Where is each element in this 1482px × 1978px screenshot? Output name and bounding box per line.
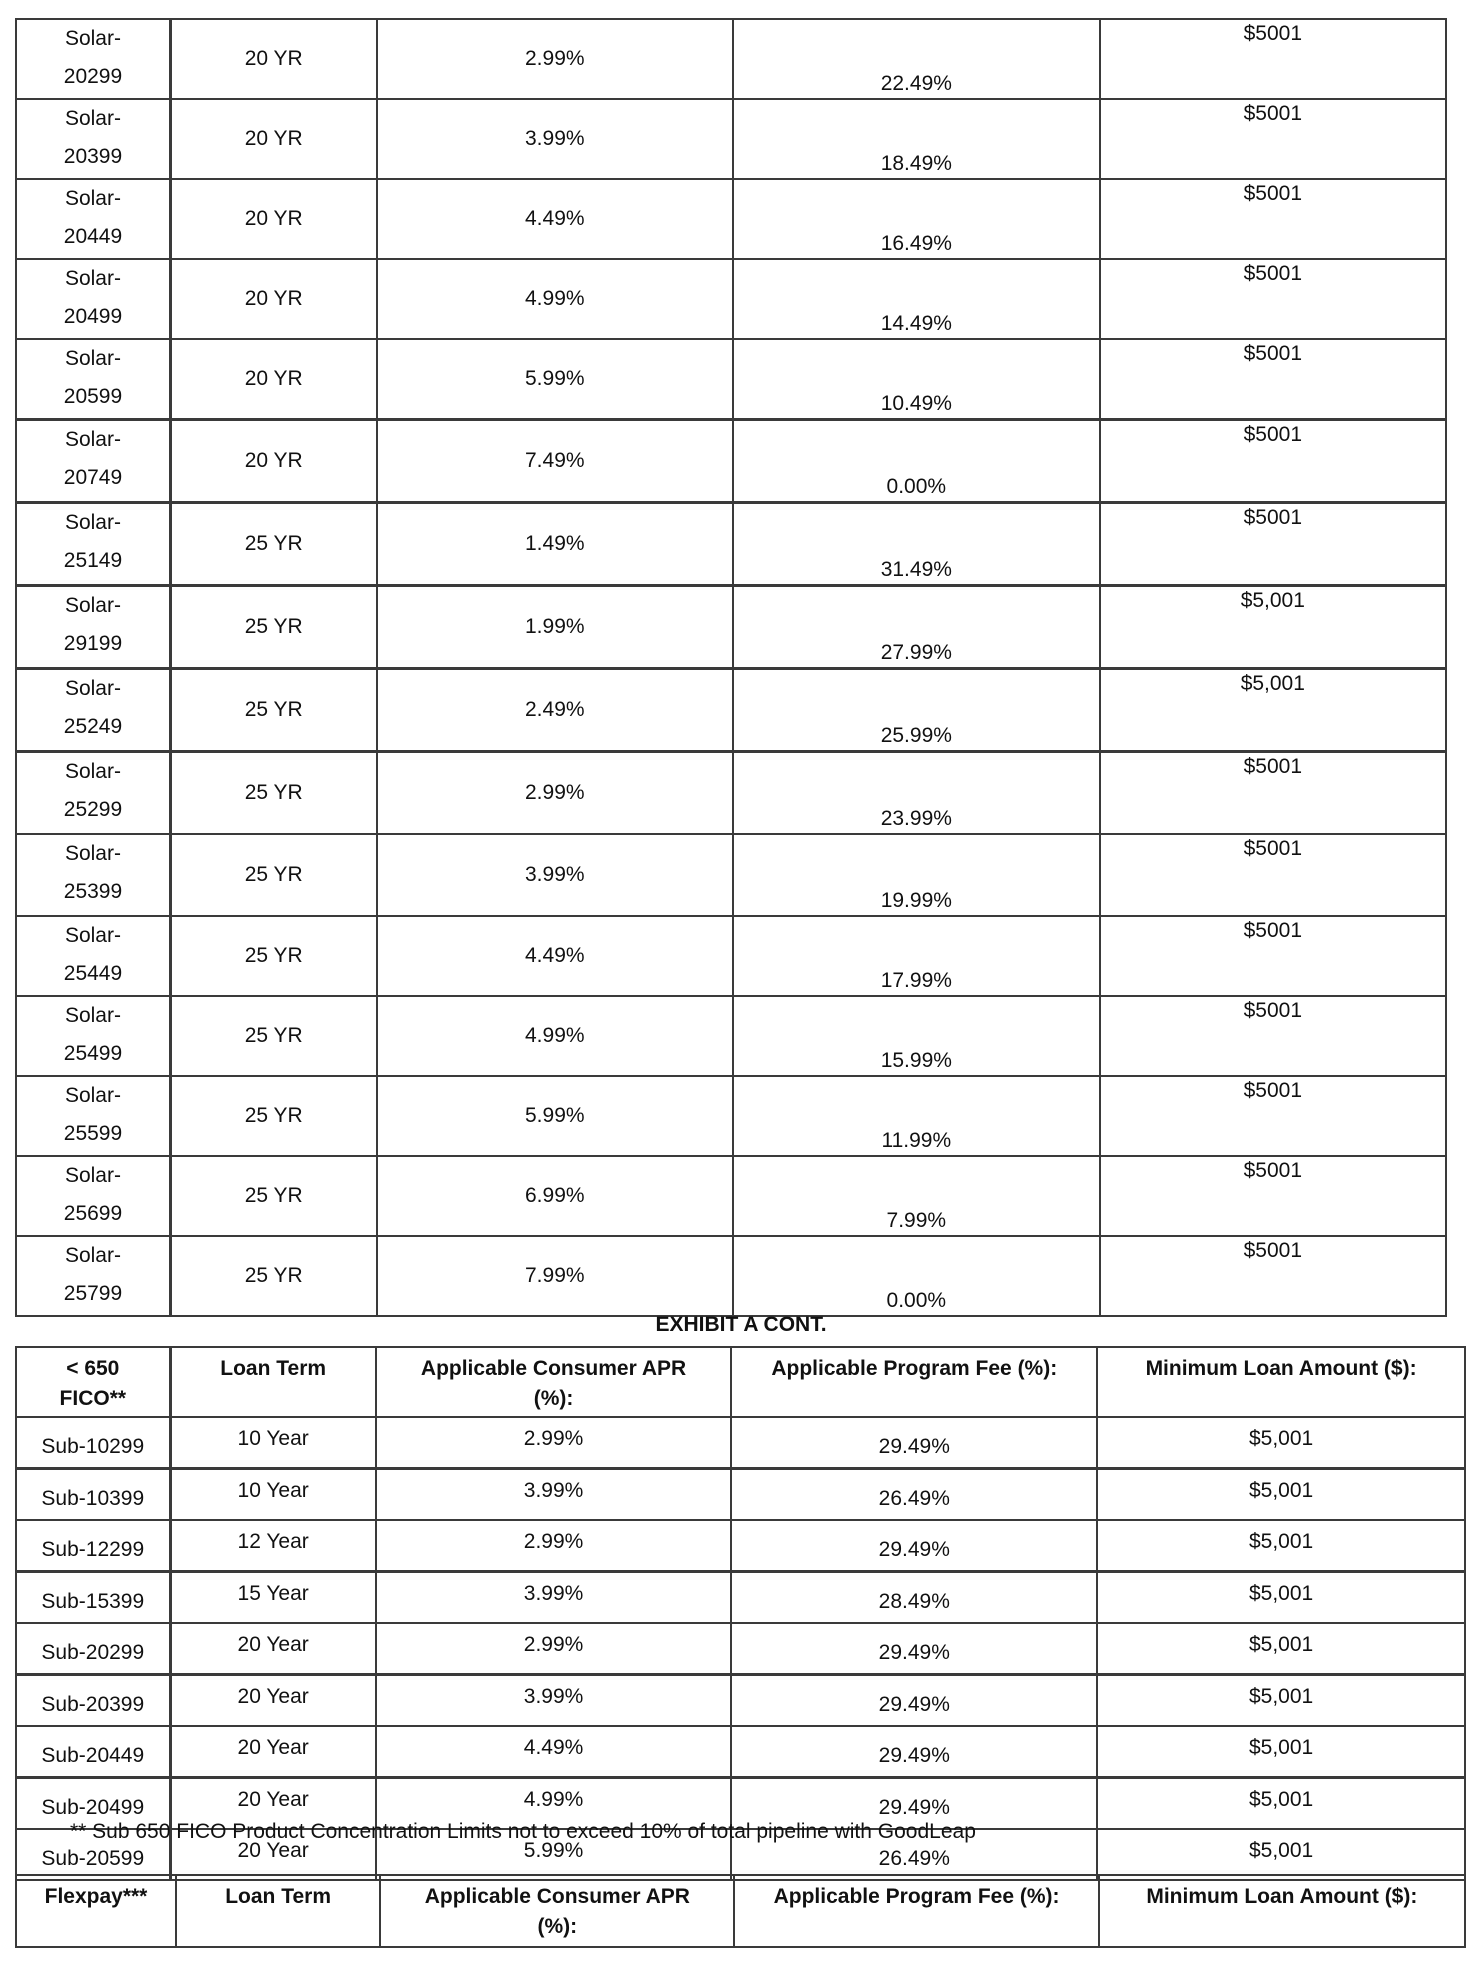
table-row	[16, 19, 1446, 99]
table-row	[16, 916, 1446, 996]
table-row	[16, 1156, 1446, 1236]
cell-min-loan-amount: $5001	[1100, 1156, 1446, 1236]
flexpay-header-apr-line2: (%):	[537, 1915, 578, 1938]
cell-product	[16, 179, 170, 259]
cell-loan-term: 25 YR	[170, 503, 376, 586]
cell-apr: 5.99%	[376, 1829, 732, 1880]
product-code: 25699	[63, 1202, 123, 1225]
product-prefix: Solar-	[64, 594, 121, 617]
cell-loan-term: 25 YR	[170, 1236, 376, 1316]
cell-program-fee: 25.99%	[733, 669, 1100, 752]
cell-product	[16, 752, 170, 835]
cell-apr: 3.99%	[377, 834, 733, 916]
cell-min-loan-amount: $5,001	[1097, 1778, 1465, 1830]
cell-apr: 4.99%	[377, 259, 733, 339]
cell-loan-term: 15 Year	[170, 1572, 376, 1624]
header-apr-line1: Applicable Consumer APR	[420, 1357, 687, 1380]
cell-min-loan-amount: $5,001	[1097, 1829, 1465, 1880]
cell-apr: 3.99%	[376, 1469, 732, 1521]
header-product	[16, 1347, 170, 1417]
cell-apr: 4.49%	[376, 1726, 732, 1778]
sub650-fico-table-body	[16, 1417, 1465, 1880]
cell-apr: 2.99%	[376, 1623, 732, 1675]
cell-product: Sub-20599	[16, 1829, 170, 1880]
cell-program-fee: 29.49%	[731, 1417, 1097, 1469]
cell-min-loan-amount: $5001	[1100, 1236, 1446, 1316]
table-row	[16, 1675, 1465, 1727]
cell-program-fee: 0.00%	[733, 420, 1100, 503]
header-product-line1: < 650	[66, 1357, 120, 1380]
cell-program-fee: 27.99%	[733, 586, 1100, 669]
cell-min-loan-amount: $5001	[1100, 259, 1446, 339]
cell-product: Sub-20449	[16, 1726, 170, 1778]
cell-apr: 2.49%	[377, 669, 733, 752]
cell-min-loan-amount: $5,001	[1097, 1520, 1465, 1572]
cell-min-loan-amount: $5001	[1100, 99, 1446, 179]
flexpay-header-min-loan-amount: Minimum Loan Amount ($):	[1099, 1875, 1465, 1947]
table-row	[16, 996, 1446, 1076]
cell-product	[16, 1156, 170, 1236]
cell-loan-term: 20 YR	[170, 339, 376, 420]
cell-min-loan-amount: $5001	[1100, 1076, 1446, 1156]
cell-loan-term: 20 Year	[170, 1675, 376, 1727]
product-prefix: Solar-	[64, 511, 121, 534]
cell-product	[16, 1076, 170, 1156]
product-prefix: Solar-	[64, 428, 121, 451]
cell-product	[16, 669, 170, 752]
cell-product	[16, 503, 170, 586]
flexpay-header-program-fee: Applicable Program Fee (%):	[734, 1875, 1098, 1947]
cell-min-loan-amount: $5,001	[1097, 1675, 1465, 1727]
exhibit-title: EXHIBIT A CONT.	[655, 1313, 827, 1336]
solar-loan-table-body	[16, 19, 1446, 1316]
cell-apr: 2.99%	[376, 1417, 732, 1469]
product-code: 20749	[63, 466, 123, 489]
cell-apr: 3.99%	[376, 1572, 732, 1624]
cell-apr: 3.99%	[376, 1675, 732, 1727]
header-product-line2: FICO**	[59, 1387, 127, 1410]
table-row	[16, 1623, 1465, 1675]
cell-min-loan-amount: $5001	[1100, 916, 1446, 996]
header-min-loan-amount: Minimum Loan Amount ($):	[1097, 1347, 1465, 1417]
cell-apr: 5.99%	[377, 1076, 733, 1156]
flexpay-header-apr-line1: Applicable Consumer APR	[424, 1885, 690, 1908]
cell-apr: 7.99%	[377, 1236, 733, 1316]
product-code: 20299	[63, 65, 123, 88]
product-prefix: Solar-	[64, 760, 121, 783]
cell-loan-term: 10 Year	[170, 1417, 376, 1469]
cell-min-loan-amount: $5001	[1100, 752, 1446, 835]
table-row	[16, 1726, 1465, 1778]
cell-program-fee: 16.49%	[733, 179, 1100, 259]
cell-program-fee: 11.99%	[733, 1076, 1100, 1156]
product-code: 25249	[63, 715, 123, 738]
cell-min-loan-amount: $5001	[1100, 420, 1446, 503]
cell-product	[16, 996, 170, 1076]
cell-program-fee: 28.49%	[731, 1572, 1097, 1624]
product-prefix: Solar-	[64, 187, 121, 210]
cell-loan-term: 20 YR	[170, 420, 376, 503]
cell-product: Sub-15399	[16, 1572, 170, 1624]
table-row	[16, 669, 1446, 752]
cell-program-fee: 0.00%	[733, 1236, 1100, 1316]
cell-loan-term: 25 YR	[170, 834, 376, 916]
cell-apr: 4.49%	[377, 179, 733, 259]
product-code: 20399	[63, 145, 123, 168]
table-row	[16, 752, 1446, 835]
cell-min-loan-amount: $5,001	[1100, 669, 1446, 752]
table-row	[16, 179, 1446, 259]
cell-product	[16, 916, 170, 996]
table-row	[16, 586, 1446, 669]
table-row	[16, 1469, 1465, 1521]
product-prefix: Solar-	[64, 107, 121, 130]
cell-min-loan-amount: $5001	[1100, 503, 1446, 586]
table-row	[16, 834, 1446, 916]
cell-loan-term: 20 YR	[170, 99, 376, 179]
product-prefix: Solar-	[64, 1244, 121, 1267]
table-row	[16, 1417, 1465, 1469]
cell-apr: 4.99%	[377, 996, 733, 1076]
product-code: 25399	[63, 880, 123, 903]
product-prefix: Solar-	[64, 267, 121, 290]
cell-program-fee: 29.49%	[731, 1778, 1097, 1830]
cell-apr: 1.99%	[377, 586, 733, 669]
cell-program-fee: 29.49%	[731, 1623, 1097, 1675]
cell-min-loan-amount: $5001	[1100, 179, 1446, 259]
cell-program-fee: 29.49%	[731, 1675, 1097, 1727]
product-code: 25799	[63, 1282, 123, 1305]
cell-loan-term: 25 YR	[170, 996, 376, 1076]
cell-apr: 2.99%	[376, 1520, 732, 1572]
sub650-fico-table	[15, 1346, 1466, 1881]
cell-loan-term: 20 Year	[170, 1829, 376, 1880]
product-code: 25449	[63, 962, 123, 985]
header-program-fee: Applicable Program Fee (%):	[731, 1347, 1097, 1417]
cell-loan-term: 20 Year	[170, 1623, 376, 1675]
cell-loan-term: 25 YR	[170, 916, 376, 996]
cell-program-fee: 26.49%	[731, 1469, 1097, 1521]
product-code: 25599	[63, 1122, 123, 1145]
header-apr-line2: (%):	[533, 1387, 574, 1410]
cell-min-loan-amount: $5001	[1100, 834, 1446, 916]
cell-min-loan-amount: $5,001	[1100, 586, 1446, 669]
cell-apr: 3.99%	[377, 99, 733, 179]
cell-program-fee: 19.99%	[733, 834, 1100, 916]
cell-product	[16, 259, 170, 339]
footnote: ** Sub 650 FICO Product Concentration Limits not to exceed 10% of total pipeline with GoodLeap	[70, 1820, 976, 1843]
table-row	[16, 1076, 1446, 1156]
sub650-header-row	[16, 1347, 1465, 1417]
solar-loan-table	[15, 18, 1447, 1317]
product-prefix: Solar-	[64, 27, 121, 50]
table-row	[16, 259, 1446, 339]
cell-min-loan-amount: $5,001	[1097, 1726, 1465, 1778]
table-row	[16, 99, 1446, 179]
cell-program-fee: 26.49%	[731, 1829, 1097, 1880]
cell-program-fee: 31.49%	[733, 503, 1100, 586]
table-row	[16, 1520, 1465, 1572]
cell-program-fee: 23.99%	[733, 752, 1100, 835]
cell-loan-term: 25 YR	[170, 752, 376, 835]
cell-product	[16, 1236, 170, 1316]
cell-product	[16, 19, 170, 99]
header-apr	[376, 1347, 732, 1417]
cell-loan-term: 12 Year	[170, 1520, 376, 1572]
table-row	[16, 420, 1446, 503]
cell-apr: 2.99%	[377, 752, 733, 835]
flexpay-header-apr	[380, 1875, 734, 1947]
cell-loan-term: 20 YR	[170, 179, 376, 259]
cell-product	[16, 99, 170, 179]
cell-loan-term: 25 YR	[170, 1076, 376, 1156]
cell-apr: 6.99%	[377, 1156, 733, 1236]
cell-program-fee: 7.99%	[733, 1156, 1100, 1236]
cell-program-fee: 17.99%	[733, 916, 1100, 996]
product-code: 20449	[63, 225, 123, 248]
cell-loan-term: 20 Year	[170, 1726, 376, 1778]
cell-apr: 4.99%	[376, 1778, 732, 1830]
product-code: 25299	[63, 798, 123, 821]
product-prefix: Solar-	[64, 1084, 121, 1107]
cell-loan-term: 25 YR	[170, 586, 376, 669]
table-row	[16, 1572, 1465, 1624]
cell-loan-term: 20 YR	[170, 19, 376, 99]
cell-loan-term: 20 Year	[170, 1778, 376, 1830]
cell-apr: 4.49%	[377, 916, 733, 996]
cell-apr: 7.49%	[377, 420, 733, 503]
cell-apr: 2.99%	[377, 19, 733, 99]
product-code: 25149	[63, 549, 123, 572]
cell-product	[16, 339, 170, 420]
cell-product: Sub-10399	[16, 1469, 170, 1521]
cell-loan-term: 10 Year	[170, 1469, 376, 1521]
cell-min-loan-amount: $5001	[1100, 996, 1446, 1076]
flexpay-header-row	[16, 1875, 1465, 1947]
cell-product: Sub-20499	[16, 1778, 170, 1830]
cell-product	[16, 586, 170, 669]
cell-loan-term: 20 YR	[170, 259, 376, 339]
cell-apr: 5.99%	[377, 339, 733, 420]
cell-min-loan-amount: $5,001	[1097, 1623, 1465, 1675]
cell-product	[16, 834, 170, 916]
cell-product: Sub-20299	[16, 1623, 170, 1675]
cell-loan-term: 25 YR	[170, 1156, 376, 1236]
product-code: 29199	[63, 632, 123, 655]
product-prefix: Solar-	[64, 842, 121, 865]
cell-program-fee: 29.49%	[731, 1520, 1097, 1572]
flexpay-table	[15, 1874, 1466, 1948]
cell-min-loan-amount: $5,001	[1097, 1572, 1465, 1624]
cell-program-fee: 18.49%	[733, 99, 1100, 179]
product-code: 20499	[63, 305, 123, 328]
product-prefix: Solar-	[64, 677, 121, 700]
cell-program-fee: 14.49%	[733, 259, 1100, 339]
table-row	[16, 339, 1446, 420]
flexpay-header-product: Flexpay***	[16, 1875, 176, 1947]
cell-min-loan-amount: $5,001	[1097, 1417, 1465, 1469]
table-row	[16, 503, 1446, 586]
cell-product	[16, 420, 170, 503]
product-code: 20599	[63, 385, 123, 408]
table-row	[16, 1236, 1446, 1316]
product-prefix: Solar-	[64, 1164, 121, 1187]
cell-min-loan-amount: $5,001	[1097, 1469, 1465, 1521]
product-prefix: Solar-	[64, 347, 121, 370]
product-code: 25499	[63, 1042, 123, 1065]
cell-product: Sub-20399	[16, 1675, 170, 1727]
cell-apr: 1.49%	[377, 503, 733, 586]
cell-program-fee: 29.49%	[731, 1726, 1097, 1778]
header-loan-term: Loan Term	[170, 1347, 376, 1417]
cell-loan-term: 25 YR	[170, 669, 376, 752]
cell-product: Sub-10299	[16, 1417, 170, 1469]
cell-program-fee: 10.49%	[733, 339, 1100, 420]
cell-min-loan-amount: $5001	[1100, 19, 1446, 99]
cell-product: Sub-12299	[16, 1520, 170, 1572]
product-prefix: Solar-	[64, 1004, 121, 1027]
cell-min-loan-amount: $5001	[1100, 339, 1446, 420]
cell-program-fee: 15.99%	[733, 996, 1100, 1076]
cell-program-fee: 22.49%	[733, 19, 1100, 99]
flexpay-header-loan-term: Loan Term	[176, 1875, 380, 1947]
product-prefix: Solar-	[64, 924, 121, 947]
